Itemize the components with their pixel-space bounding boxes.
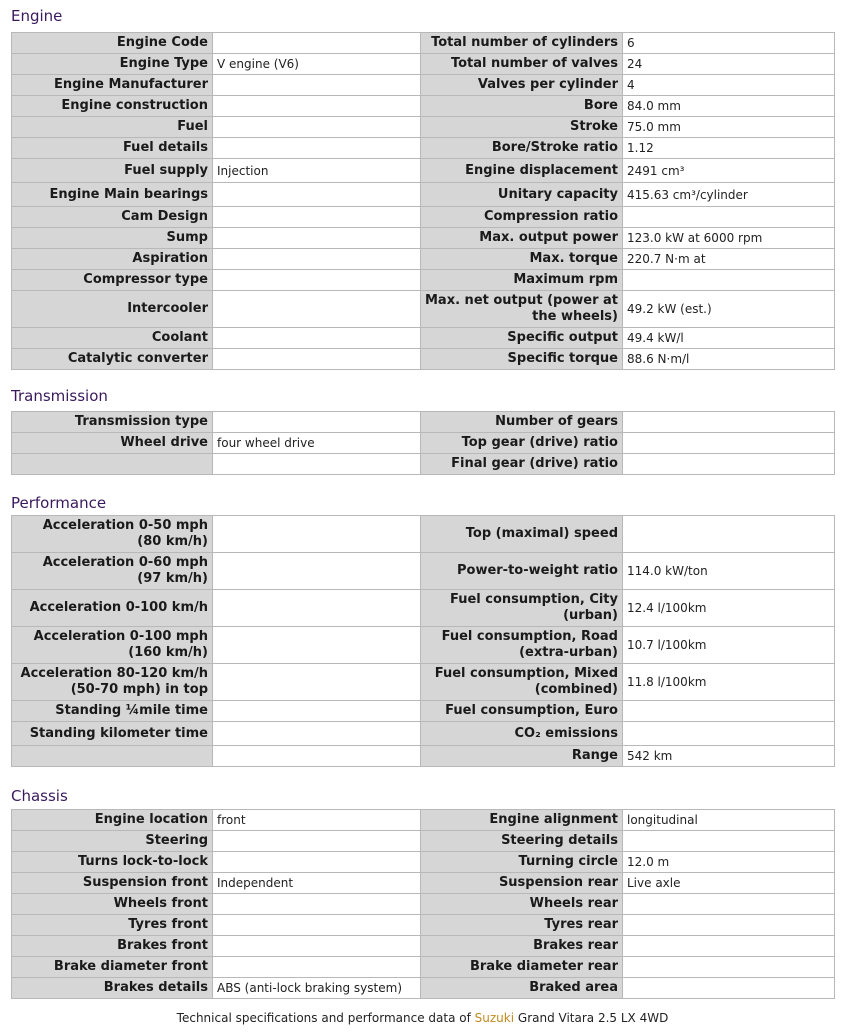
spec-label: Acceleration 0-100 km/h: [12, 590, 213, 627]
spec-label: Acceleration 0-60 mph (97 km/h): [12, 553, 213, 590]
spec-label: Maximum rpm: [421, 270, 623, 291]
spec-label: Suspension front: [12, 873, 213, 894]
spec-value: [213, 701, 421, 722]
spec-label: Fuel consumption, Mixed (combined): [421, 664, 623, 701]
spec-label: Intercooler: [12, 291, 213, 328]
spec-value: [213, 117, 421, 138]
spec-value: [213, 936, 421, 957]
footer-model: Grand Vitara 2.5 LX 4WD: [517, 1011, 669, 1025]
spec-label: Fuel supply: [12, 159, 213, 183]
spec-row: [12, 183, 835, 207]
spec-value: 84.0 mm: [623, 96, 835, 117]
spec-value: [213, 270, 421, 291]
spec-value: [623, 516, 835, 553]
spec-row: [12, 291, 835, 328]
spec-row: [12, 852, 835, 873]
spec-row: [12, 96, 835, 117]
spec-value: [213, 516, 421, 553]
spec-label: Total number of cylinders: [421, 33, 623, 54]
spec-row: [12, 412, 835, 433]
spec-value: 49.4 kW/l: [623, 328, 835, 349]
spec-label: Acceleration 80-120 km/h (50-70 mph) in top: [12, 664, 213, 701]
spec-value: 220.7 N·m at: [623, 249, 835, 270]
spec-label: Standing kilometer time: [12, 722, 213, 746]
spec-row: [12, 701, 835, 722]
spec-value: V engine (V6): [213, 54, 421, 75]
spec-label: Braked area: [421, 978, 623, 999]
page-footer: [11, 1011, 834, 1025]
spec-value: [213, 328, 421, 349]
spec-label: Engine alignment: [421, 810, 623, 831]
spec-label: Steering details: [421, 831, 623, 852]
spec-label: Range: [421, 746, 623, 767]
spec-label: Brake diameter rear: [421, 957, 623, 978]
spec-value: [213, 207, 421, 228]
spec-value: [213, 852, 421, 873]
spec-value: four wheel drive: [213, 433, 421, 454]
section-title-transmission: Transmission: [11, 387, 108, 405]
spec-value: 24: [623, 54, 835, 75]
spec-row: [12, 915, 835, 936]
spec-label: Engine location: [12, 810, 213, 831]
spec-label: Fuel consumption, Euro: [421, 701, 623, 722]
spec-row: [12, 228, 835, 249]
spec-value: [213, 831, 421, 852]
spec-label: Specific torque: [421, 349, 623, 370]
spec-value: [213, 915, 421, 936]
spec-label: Unitary capacity: [421, 183, 623, 207]
spec-label: Bore: [421, 96, 623, 117]
spec-value: [213, 412, 421, 433]
spec-row: [12, 831, 835, 852]
spec-label: Tyres front: [12, 915, 213, 936]
spec-label: Fuel: [12, 117, 213, 138]
section-title-chassis: Chassis: [11, 787, 68, 805]
spec-label: [12, 454, 213, 475]
spec-row: [12, 328, 835, 349]
spec-row: [12, 873, 835, 894]
spec-label: Brake diameter front: [12, 957, 213, 978]
spec-row: [12, 159, 835, 183]
spec-row: [12, 433, 835, 454]
spec-label: CO₂ emissions: [421, 722, 623, 746]
spec-value: 1.12: [623, 138, 835, 159]
spec-value: 75.0 mm: [623, 117, 835, 138]
spec-value: 114.0 kW/ton: [623, 553, 835, 590]
spec-value: [213, 746, 421, 767]
footer-brand-link[interactable]: Suzuki: [474, 1011, 515, 1025]
spec-label: Compression ratio: [421, 207, 623, 228]
spec-label: Suspension rear: [421, 873, 623, 894]
spec-value: [213, 349, 421, 370]
spec-label: Catalytic converter: [12, 349, 213, 370]
spec-label: Engine displacement: [421, 159, 623, 183]
spec-label: Engine construction: [12, 96, 213, 117]
spec-value: [213, 291, 421, 328]
spec-value: [213, 722, 421, 746]
spec-value: [213, 664, 421, 701]
transmission-spec-table: [11, 411, 835, 475]
spec-row: [12, 138, 835, 159]
spec-label: Engine Code: [12, 33, 213, 54]
spec-label: Aspiration: [12, 249, 213, 270]
spec-row: [12, 553, 835, 590]
spec-label: Number of gears: [421, 412, 623, 433]
spec-value: [213, 454, 421, 475]
spec-row: [12, 722, 835, 746]
spec-value: 6: [623, 33, 835, 54]
spec-value: Injection: [213, 159, 421, 183]
spec-row: [12, 349, 835, 370]
spec-value: [623, 915, 835, 936]
spec-row: [12, 117, 835, 138]
spec-label: Top gear (drive) ratio: [421, 433, 623, 454]
spec-row: [12, 516, 835, 553]
spec-label: Max. torque: [421, 249, 623, 270]
spec-label: Standing ¼mile time: [12, 701, 213, 722]
spec-value: [213, 75, 421, 96]
footer-prefix: Technical specifications and performance data of: [176, 1011, 471, 1025]
spec-value: [623, 701, 835, 722]
spec-label: Max. output power: [421, 228, 623, 249]
spec-label: Power-to-weight ratio: [421, 553, 623, 590]
spec-label: Fuel details: [12, 138, 213, 159]
spec-value: 10.7 l/100km: [623, 627, 835, 664]
spec-label: Valves per cylinder: [421, 75, 623, 96]
spec-value: [213, 249, 421, 270]
spec-label: Wheel drive: [12, 433, 213, 454]
spec-label: Engine Manufacturer: [12, 75, 213, 96]
spec-value: ABS (anti-lock braking system): [213, 978, 421, 999]
spec-value: [623, 722, 835, 746]
spec-row: [12, 75, 835, 96]
spec-label: Specific output: [421, 328, 623, 349]
spec-label: Bore/Stroke ratio: [421, 138, 623, 159]
spec-label: Transmission type: [12, 412, 213, 433]
section-title-engine: Engine: [11, 7, 63, 25]
spec-value: [213, 627, 421, 664]
section-title-performance: Performance: [11, 494, 107, 512]
spec-row: [12, 936, 835, 957]
spec-label: Sump: [12, 228, 213, 249]
spec-row: [12, 978, 835, 999]
spec-value: [213, 33, 421, 54]
spec-value: Live axle: [623, 873, 835, 894]
spec-label: Wheels rear: [421, 894, 623, 915]
spec-row: [12, 627, 835, 664]
spec-label: Engine Main bearings: [12, 183, 213, 207]
spec-value: [213, 553, 421, 590]
spec-value: Independent: [213, 873, 421, 894]
spec-label: Cam Design: [12, 207, 213, 228]
spec-value: 11.8 l/100km: [623, 664, 835, 701]
spec-value: [213, 183, 421, 207]
spec-label: Brakes front: [12, 936, 213, 957]
spec-label: Stroke: [421, 117, 623, 138]
engine-spec-table: [11, 32, 835, 370]
spec-row: [12, 590, 835, 627]
spec-value: [213, 228, 421, 249]
spec-value: [623, 270, 835, 291]
spec-value: 415.63 cm³/cylinder: [623, 183, 835, 207]
spec-label: Acceleration 0-100 mph (160 km/h): [12, 627, 213, 664]
spec-value: longitudinal: [623, 810, 835, 831]
chassis-spec-table: [11, 809, 835, 999]
spec-label: Brakes rear: [421, 936, 623, 957]
spec-row: [12, 33, 835, 54]
spec-label: Coolant: [12, 328, 213, 349]
spec-label: Steering: [12, 831, 213, 852]
spec-label: Brakes details: [12, 978, 213, 999]
spec-label: Final gear (drive) ratio: [421, 454, 623, 475]
spec-value: 12.0 m: [623, 852, 835, 873]
spec-value: [623, 433, 835, 454]
spec-row: [12, 746, 835, 767]
spec-value: [623, 454, 835, 475]
spec-row: [12, 810, 835, 831]
spec-label: Fuel consumption, City (urban): [421, 590, 623, 627]
spec-value: 2491 cm³: [623, 159, 835, 183]
spec-value: [213, 957, 421, 978]
spec-value: [213, 138, 421, 159]
spec-row: [12, 894, 835, 915]
spec-value: [213, 590, 421, 627]
spec-row: [12, 664, 835, 701]
spec-row: [12, 957, 835, 978]
spec-label: Turns lock-to-lock: [12, 852, 213, 873]
spec-row: [12, 454, 835, 475]
spec-label: Max. net output (power at the wheels): [421, 291, 623, 328]
spec-row: [12, 54, 835, 75]
performance-spec-table: [11, 515, 835, 767]
spec-label: Tyres rear: [421, 915, 623, 936]
spec-label: Wheels front: [12, 894, 213, 915]
spec-label: Total number of valves: [421, 54, 623, 75]
spec-value: [623, 831, 835, 852]
spec-value: front: [213, 810, 421, 831]
spec-value: 4: [623, 75, 835, 96]
spec-label: [12, 746, 213, 767]
spec-label: Acceleration 0-50 mph (80 km/h): [12, 516, 213, 553]
spec-value: [623, 412, 835, 433]
spec-value: [213, 894, 421, 915]
spec-value: [623, 894, 835, 915]
spec-value: [623, 936, 835, 957]
spec-value: 88.6 N·m/l: [623, 349, 835, 370]
spec-label: Turning circle: [421, 852, 623, 873]
spec-label: Compressor type: [12, 270, 213, 291]
spec-label: Fuel consumption, Road (extra-urban): [421, 627, 623, 664]
spec-value: 12.4 l/100km: [623, 590, 835, 627]
spec-value: [623, 957, 835, 978]
spec-label: Top (maximal) speed: [421, 516, 623, 553]
spec-label: Engine Type: [12, 54, 213, 75]
spec-value: 123.0 kW at 6000 rpm: [623, 228, 835, 249]
spec-row: [12, 207, 835, 228]
spec-value: 49.2 kW (est.): [623, 291, 835, 328]
spec-value: [213, 96, 421, 117]
spec-row: [12, 270, 835, 291]
spec-value: 542 km: [623, 746, 835, 767]
spec-row: [12, 249, 835, 270]
spec-value: [623, 207, 835, 228]
spec-value: [623, 978, 835, 999]
